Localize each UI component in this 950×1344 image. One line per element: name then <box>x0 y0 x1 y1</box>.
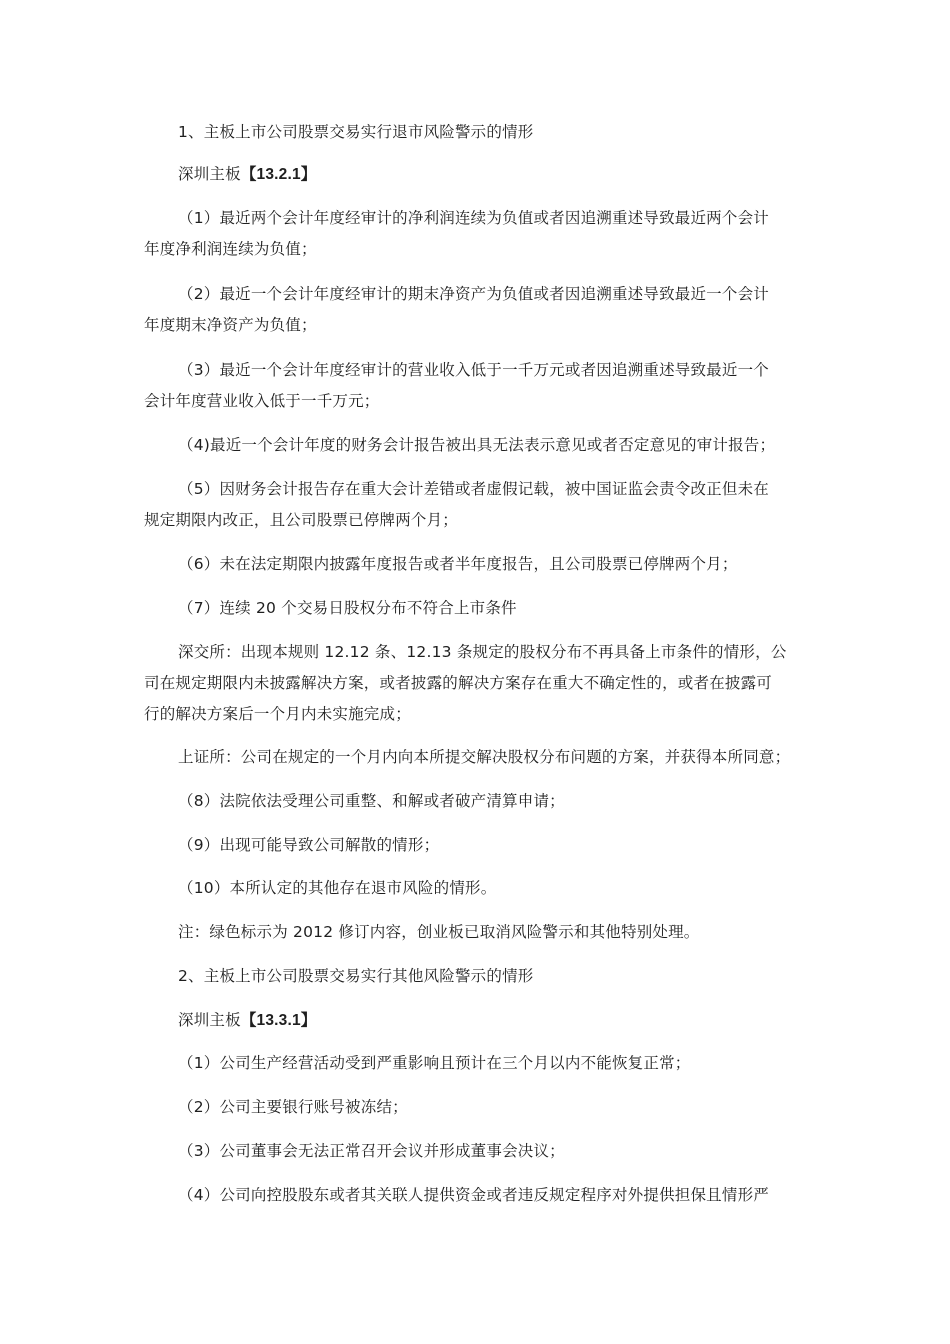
note-line-1: 注：绿色标示为 2012 修订内容，创业板已取消风险警示和其他特别处理。 <box>178 923 700 941</box>
section-2-reference-code: 【13.3.1】 <box>240 1012 317 1029</box>
section-1-reference <box>178 163 317 186</box>
item-3-line-2: 会计年度营业收入低于一千万元； <box>144 392 380 410</box>
section-2-item-1: （1）公司生产经营活动受到严重影响且预计在三个月以内不能恢复正常； <box>178 1054 691 1072</box>
section-2-item-4: （4）公司向控股股东或者其关联人提供资金或者违反规定程序对外提供担保且情形严 <box>178 1186 769 1204</box>
item-2-line-1: （2）最近一个会计年度经审计的期末净资产为负值或者因追溯重述导致最近一个会计 <box>178 285 769 303</box>
item-5-line-1: （5）因财务会计报告存在重大会计差错或者虚假记载，被中国证监会责令改正但未在 <box>178 480 769 498</box>
section-2-title: 2、主板上市公司股票交易实行其他风险警示的情形 <box>178 967 534 985</box>
szse-rule-line-2: 司在规定期限内未披露解决方案，或者披露的解决方案存在重大不确定性的，或者在披露可 <box>144 674 773 692</box>
item-1-line-2: 年度净利润连续为负值； <box>144 240 317 258</box>
szse-rule-line-3: 行的解决方案后一个月内未实施完成； <box>144 705 411 723</box>
item-4-line-1: （4)最近一个会计年度的财务会计报告被出具无法表示意见或者否定意见的审计报告； <box>178 436 776 454</box>
item-6-line-1: （6）未在法定期限内披露年度报告或者半年度报告，且公司股票已停牌两个月； <box>178 555 738 573</box>
item-5-line-2: 规定期限内改正，且公司股票已停牌两个月； <box>144 511 459 529</box>
item-9-line-1: （9）出现可能导致公司解散的情形； <box>178 836 440 854</box>
item-3-line-1: （3）最近一个会计年度经审计的营业收入低于一千万元或者因追溯重述导致最近一个 <box>178 361 769 379</box>
section-2-reference-prefix: 深圳主板 <box>178 1011 241 1029</box>
szse-rule-line-1: 深交所：出现本规则 12.12 条、12.13 条规定的股权分布不再具备上市条件的情形，公 <box>178 643 787 661</box>
item-1-line-1: （1）最近两个会计年度经审计的净利润连续为负值或者因追溯重述导致最近两个会计 <box>178 209 769 227</box>
section-2-reference <box>178 1009 317 1032</box>
item-7-line-1: （7）连续 20 个交易日股权分布不符合上市条件 <box>178 599 517 617</box>
section-1-reference-prefix: 深圳主板 <box>178 165 241 183</box>
item-10-line-1: （10）本所认定的其他存在退市风险的情形。 <box>178 879 497 897</box>
sse-rule-line-1: 上证所：公司在规定的一个月内向本所提交解决股权分布问题的方案，并获得本所同意； <box>178 748 791 766</box>
section-2-item-3: （3）公司董事会无法正常召开会议并形成董事会决议； <box>178 1142 565 1160</box>
section-2-item-2: （2）公司主要银行账号被冻结； <box>178 1098 408 1116</box>
item-8-line-1: （8）法院依法受理公司重整、和解或者破产清算申请； <box>178 792 565 810</box>
section-1-title: 1、主板上市公司股票交易实行退市风险警示的情形 <box>178 123 534 141</box>
section-1-reference-code: 【13.2.1】 <box>240 166 317 183</box>
item-2-line-2: 年度期末净资产为负值； <box>144 316 317 334</box>
